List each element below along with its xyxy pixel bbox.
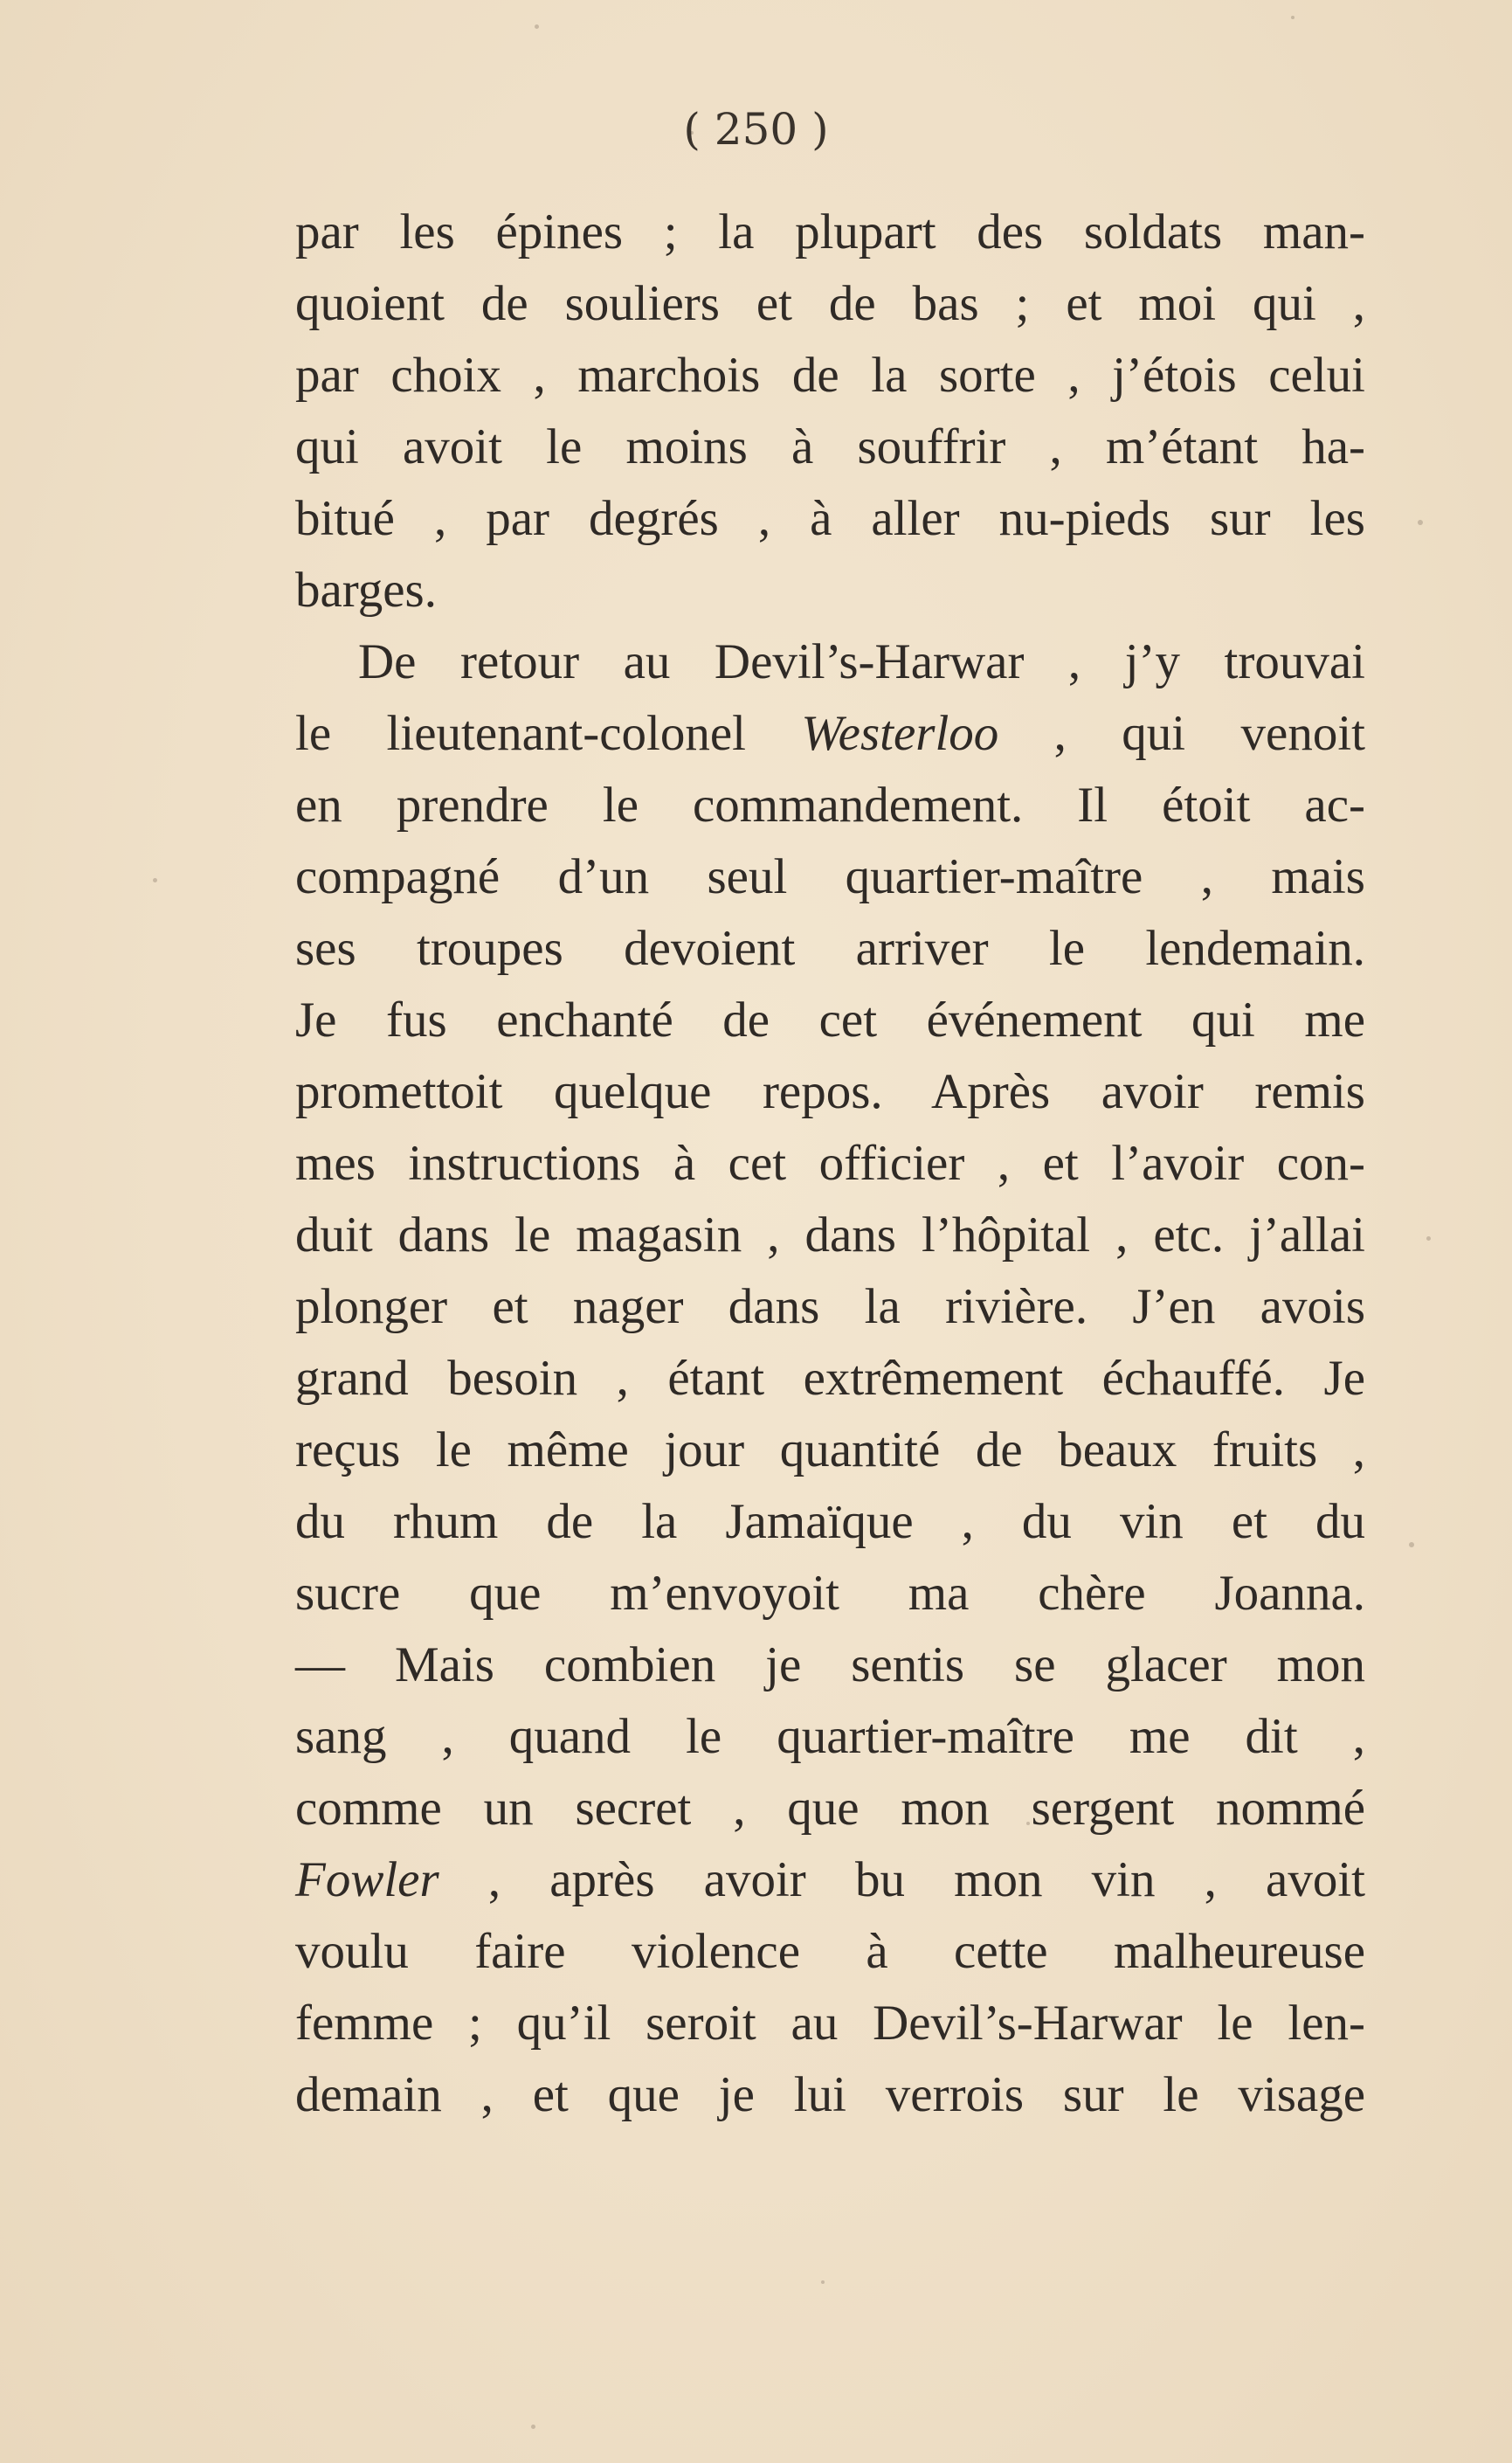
person-name-westerloo: Westerloo — [801, 706, 999, 761]
text-line: en prendre le commandement. Il étoit ac- — [295, 778, 1365, 833]
text-line: compagné d’un seul quartier-maître , mais — [295, 849, 1365, 904]
text-line — [295, 698, 1365, 770]
paper-speck — [153, 878, 157, 882]
paper-speck — [535, 24, 539, 29]
text-line: voulu faire violence à cette malheureuse — [295, 1924, 1365, 1979]
text-line: bitué , par degrés , à aller nu-pieds sur les — [295, 491, 1365, 546]
text-line: duit dans le magasin , dans l’hôpital , etc. j’allai — [295, 1207, 1365, 1263]
text-line: du rhum de la Jamaïque , du vin et du — [295, 1494, 1365, 1549]
text-segment: , qui venoit — [998, 706, 1365, 761]
text-segment: le lieutenant-colonel — [295, 706, 802, 761]
text-line: De retour au Devil’s-Harwar , j’y trouvai — [358, 634, 1365, 689]
text-line: demain , et que je lui verrois sur le visage — [295, 2067, 1365, 2122]
text-line: plonger et nager dans la rivière. J’en avois — [295, 1279, 1365, 1334]
text-line: barges. — [295, 563, 437, 618]
paper-speck — [1409, 1542, 1414, 1547]
paper-speck — [821, 2280, 825, 2284]
text-line: quoient de souliers et de bas ; et moi qui , — [295, 276, 1365, 331]
text-line: par les épines ; la plupart des soldats man- — [295, 204, 1365, 259]
page-number: ( 250 ) — [683, 104, 829, 155]
text-line: ses troupes devoient arriver le lendemain. — [295, 921, 1365, 976]
text-line: qui avoit le moins à souffrir , m’étant ha- — [295, 419, 1365, 474]
text-line: sang , quand le quartier-maître me dit , — [295, 1709, 1365, 1764]
text-line: sucre que m’envoyoit ma chère Joanna. — [295, 1566, 1365, 1621]
text-line: promettoit quelque repos. Après avoir remis — [295, 1064, 1365, 1119]
paper-speck — [1418, 520, 1423, 525]
text-line — [295, 1844, 1365, 1916]
person-name-fowler: Fowler — [295, 1852, 439, 1907]
text-line: — Mais combien je sentis se glacer mon — [295, 1637, 1365, 1692]
text-line: mes instructions à cet officier , et l’avoir con- — [295, 1136, 1365, 1191]
text-line: femme ; qu’il seroit au Devil’s-Harwar le len- — [295, 1996, 1365, 2051]
text-line: reçus le même jour quantité de beaux fruits , — [295, 1422, 1365, 1477]
text-line: par choix , marchois de la sorte , j’étois celui — [295, 348, 1365, 403]
paper-speck — [1291, 16, 1295, 19]
text-segment: , après avoir bu mon vin , avoit — [438, 1852, 1365, 1907]
paper-speck — [1426, 1236, 1431, 1241]
paper-speck — [531, 2425, 535, 2429]
text-line: grand besoin , étant extrêmement échauffé. Je — [295, 1351, 1365, 1406]
text-line: comme un secret , que mon sergent nommé — [295, 1781, 1365, 1836]
text-line: Je fus enchanté de cet événement qui me — [295, 993, 1365, 1048]
